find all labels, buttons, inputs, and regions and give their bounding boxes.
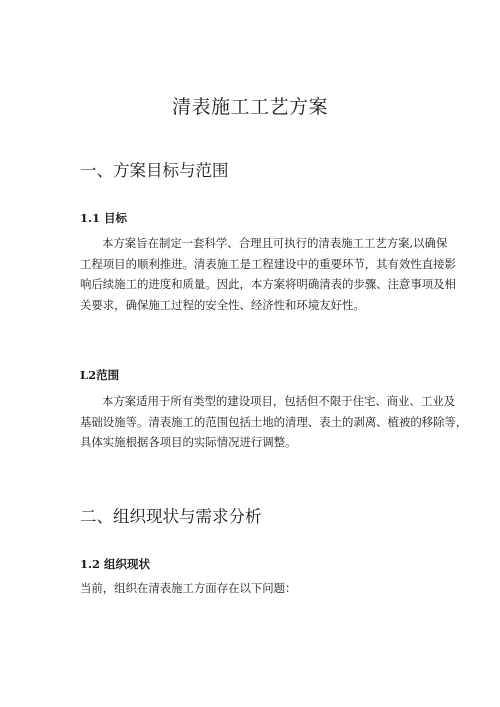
paragraph-line: 本方案旨在制定一套科学、合理且可执行的清表施工工艺方案,以确保: [102, 236, 448, 250]
subsection-status-paragraph: [80, 578, 470, 599]
paragraph-line: 工程项目的顺利推进。清表施工是工程建设中的重要环节，其有效性直接影: [80, 256, 456, 271]
subsection-1-2-status-heading: 1.2 组织现状: [80, 557, 151, 571]
subsection-1-2-heading: L2范围: [80, 368, 120, 382]
subsection-1-1-heading: 1.1 目标: [80, 211, 128, 225]
section-2-heading: 二、组织现状与需求分析: [80, 507, 262, 526]
section-1-heading: 一、方案目标与范围: [80, 161, 229, 180]
paragraph-line: 响后续施工的进度和质量。因此，本方案将明确清表的步骤、注意事项及相: [80, 277, 456, 291]
subsection-1-1-paragraph: [80, 233, 470, 315]
subsection-1-2-paragraph: [80, 391, 470, 453]
paragraph-line: 具体实施根据各项目的实际情况进行调整。: [80, 435, 297, 449]
paragraph-line: 关要求，确保施工过程的安全性、经济性和环境友好性。: [80, 297, 365, 312]
paragraph-line: 当前，组织在清表施工方面存在以下问题：: [80, 581, 297, 595]
document-title: 清表施工工艺方案: [171, 96, 328, 118]
paragraph-line: 本方案适用于所有类型的建设项目，包括但不限于住宅、商业、工业及: [102, 394, 456, 408]
paragraph-line: 基础设施等。清表施工的范围包括土地的清理、表土的剥离、植被的移除等，: [80, 414, 468, 429]
